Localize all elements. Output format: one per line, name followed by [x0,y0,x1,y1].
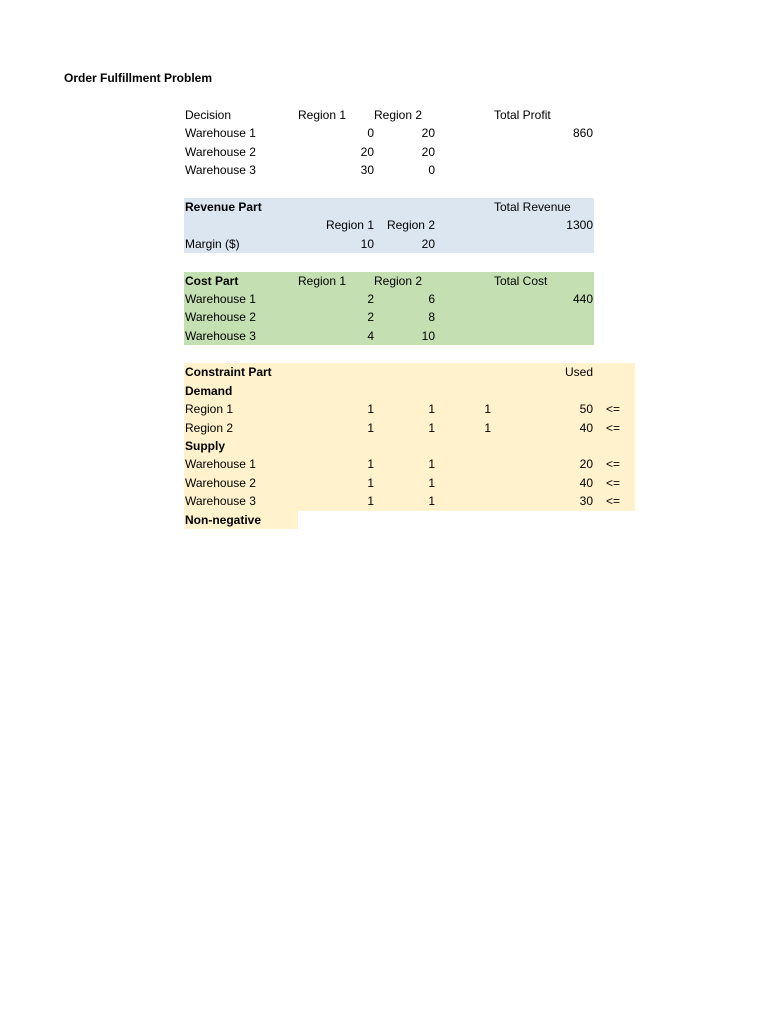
revenue-fill [184,235,594,253]
row-label[interactable]: Warehouse 1 [185,291,256,306]
row-label[interactable]: Region 1 [185,402,234,417]
cost-row-warehouse-3 [184,327,635,345]
used-value[interactable]: 50 [579,402,593,417]
coef-b[interactable]: 1 [428,494,435,509]
row-label[interactable]: Warehouse 2 [185,310,256,325]
total-revenue-label[interactable]: Total Revenue [494,199,571,214]
margin-label[interactable]: Margin ($) [185,236,240,251]
coef-a[interactable]: 1 [367,475,374,490]
constraint-fill [184,382,635,400]
blank-row [184,180,635,198]
supply-row-warehouse-3 [184,492,635,510]
blank-row [184,253,635,271]
cost-cell-r1[interactable]: 2 [367,310,374,325]
operator[interactable]: <= [606,475,621,490]
row-label[interactable]: Warehouse 1 [185,457,256,472]
decision-cell-r2[interactable]: 20 [421,126,435,141]
decision-cell-r1[interactable]: 20 [360,144,374,159]
supply-row-warehouse-1 [184,455,635,473]
demand-heading-row [184,382,635,400]
cost-cell-r2[interactable]: 10 [421,328,435,343]
sheet-title: Order Fulfillment Problem [64,71,213,85]
constraint-fill [184,437,635,455]
revenue-part-label[interactable]: Revenue Part [185,199,262,214]
decision-cell-r1[interactable]: 30 [360,163,374,178]
operator[interactable]: <= [606,402,621,417]
coef-a[interactable]: 1 [367,402,374,417]
operator[interactable]: <= [606,494,621,509]
row-label[interactable]: Region 2 [185,420,234,435]
nonneg-label[interactable]: Non-negative [185,512,262,527]
row-label[interactable]: Warehouse 3 [185,328,256,343]
constraint-fill [184,419,635,437]
revenue-col-region-1[interactable]: Region 1 [325,218,374,233]
decision-cell-r1[interactable]: 0 [367,126,374,141]
cost-cell-r1[interactable]: 4 [367,328,374,343]
demand-label[interactable]: Demand [185,383,233,398]
coef-c[interactable]: 1 [484,420,491,435]
decision-cell-r2[interactable]: 20 [421,144,435,159]
decision-row-warehouse-3 [184,161,635,179]
cost-col-region-2[interactable]: Region 2 [374,273,423,288]
used-value[interactable]: 30 [579,494,593,509]
cost-row-warehouse-2 [184,308,635,326]
operator[interactable]: <= [606,457,621,472]
total-cost-label[interactable]: Total Cost [494,273,548,288]
row-label[interactable]: Warehouse 3 [185,494,256,509]
decision-cell-r2[interactable]: 0 [428,163,435,178]
operator[interactable]: <= [606,420,621,435]
used-value[interactable]: 40 [579,475,593,490]
coef-c[interactable]: 1 [484,402,491,417]
cost-header-row [184,272,635,290]
cost-col-region-1[interactable]: Region 1 [298,273,347,288]
revenue-subheader-row [184,216,635,234]
constraint-fill [184,400,635,418]
supply-label[interactable]: Supply [185,439,226,454]
decision-col-region-1[interactable]: Region 1 [298,108,347,122]
decision-row-warehouse-1 [184,124,635,142]
cost-part-label[interactable]: Cost Part [185,273,239,288]
coef-b[interactable]: 1 [428,475,435,490]
coef-a[interactable]: 1 [367,420,374,435]
revenue-header-row [184,198,635,216]
spreadsheet-grid [184,106,635,529]
demand-row-region-1 [184,400,635,418]
total-cost-value[interactable]: 440 [572,291,593,306]
row-label[interactable]: Warehouse 1 [185,126,256,141]
coef-b[interactable]: 1 [428,402,435,417]
total-profit-label[interactable]: Total Profit [494,108,551,122]
total-revenue-value[interactable]: 1300 [566,218,593,233]
used-value[interactable]: 40 [579,420,593,435]
decision-label[interactable]: Decision [185,108,232,122]
nonneg-row [184,511,635,529]
constraint-part-label[interactable]: Constraint Part [185,365,272,380]
supply-heading-row [184,437,635,455]
margin-r1[interactable]: 10 [360,236,374,251]
cost-cell-r2[interactable]: 6 [428,291,435,306]
used-label[interactable]: Used [564,365,593,380]
row-label[interactable]: Warehouse 2 [185,475,256,490]
decision-row-warehouse-2 [184,143,635,161]
margin-row [184,235,635,253]
margin-r2[interactable]: 20 [421,236,435,251]
row-label[interactable]: Warehouse 2 [185,144,256,159]
decision-header-row [184,106,635,124]
revenue-col-region-2[interactable]: Region 2 [386,218,435,233]
cost-cell-r2[interactable]: 8 [428,310,435,325]
supply-row-warehouse-2 [184,474,635,492]
coef-a[interactable]: 1 [367,494,374,509]
cost-row-warehouse-1 [184,290,635,308]
coef-a[interactable]: 1 [367,457,374,472]
row-label[interactable]: Warehouse 3 [185,163,256,178]
cost-cell-r1[interactable]: 2 [367,291,374,306]
demand-row-region-2 [184,419,635,437]
decision-col-region-2[interactable]: Region 2 [374,108,423,122]
coef-b[interactable]: 1 [428,457,435,472]
used-value[interactable]: 20 [579,457,593,472]
constraint-header-row [184,363,635,381]
total-profit-value[interactable]: 860 [572,126,593,141]
coef-b[interactable]: 1 [428,420,435,435]
blank-row [184,345,635,363]
